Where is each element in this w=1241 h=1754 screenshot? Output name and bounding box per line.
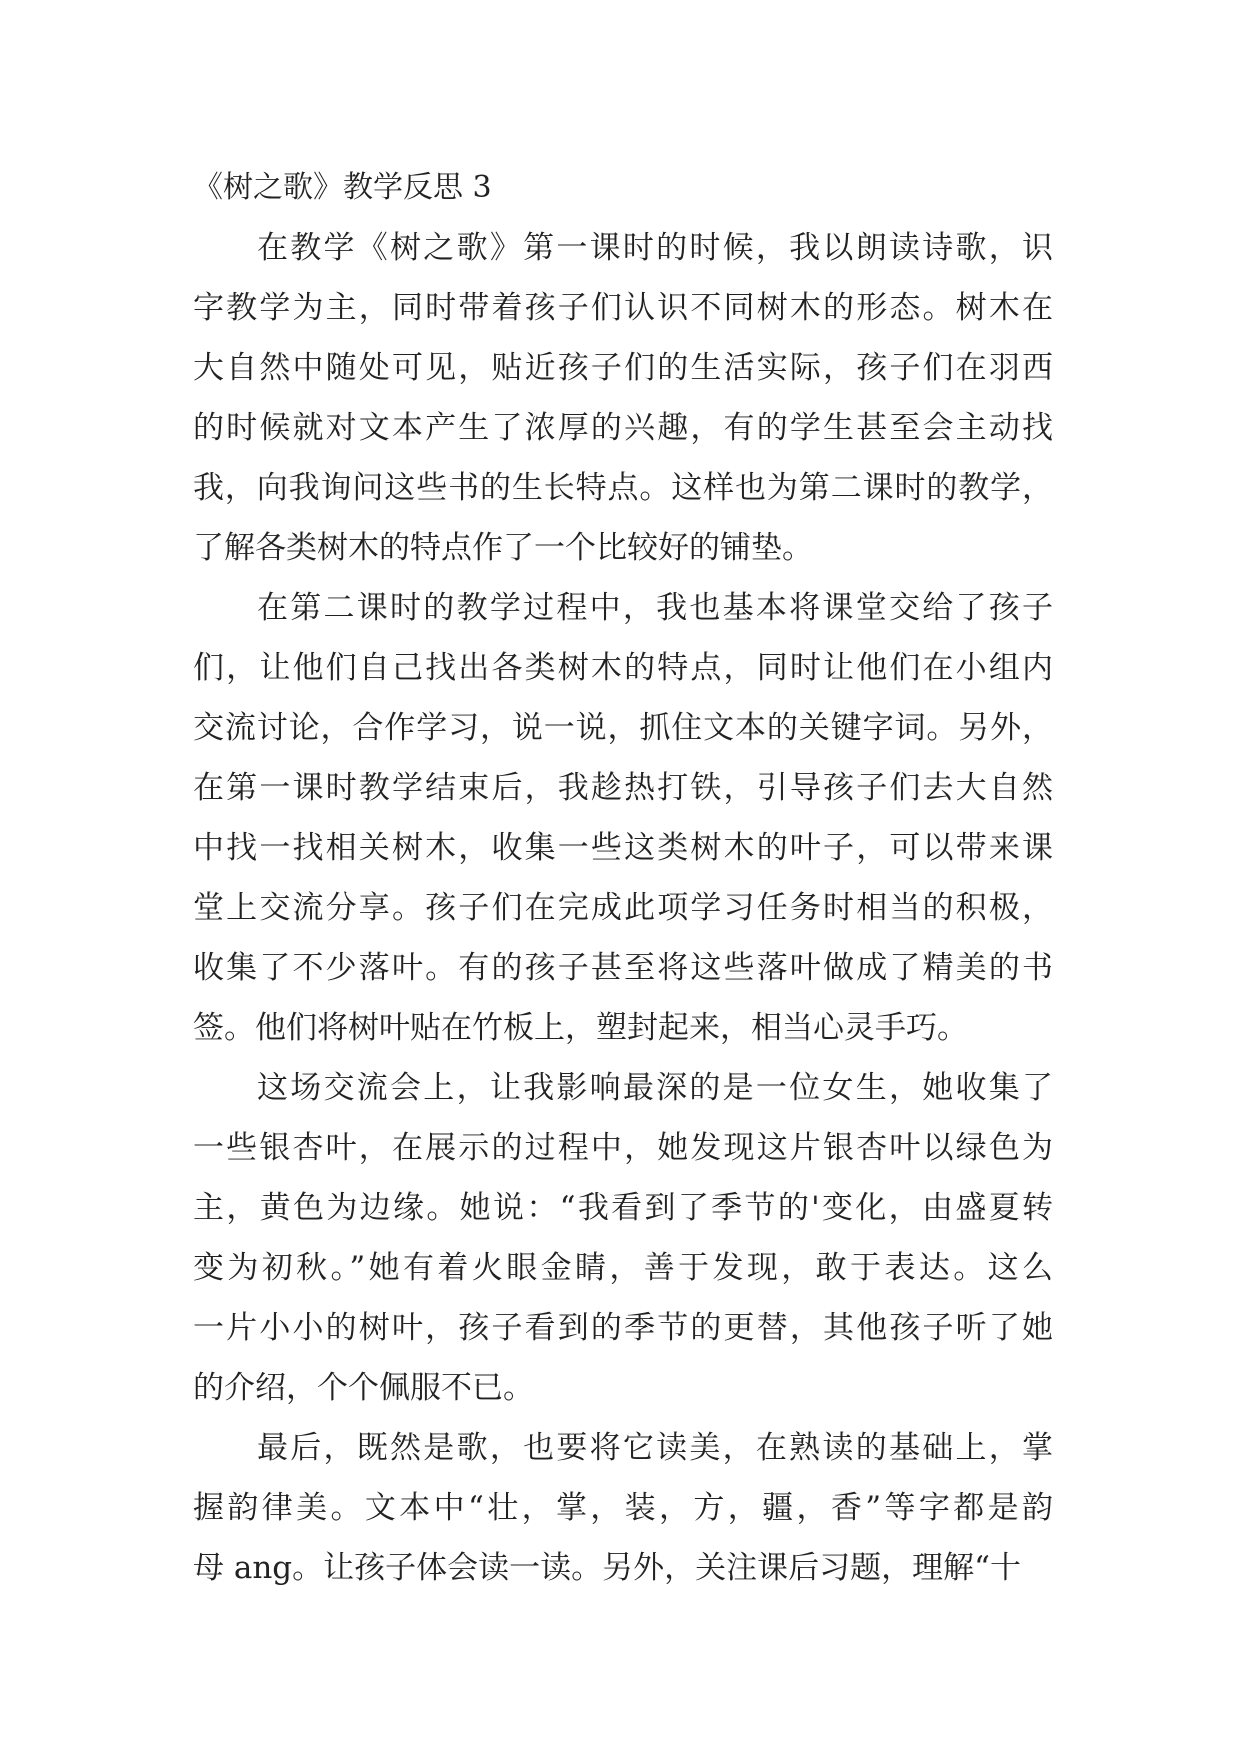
paragraph	[193, 218, 1053, 578]
paragraph-line: 的时候就对文本产生了浓厚的兴趣，有的学生甚至会主动找	[193, 410, 1053, 446]
paragraph-line: 在第一课时教学结束后，我趁热打铁，引导孩子们去大自然	[193, 770, 1053, 806]
paragraph-line: 这场交流会上，让我影响最深的是一位女生，她收集了	[257, 1070, 1053, 1106]
paragraph-line: 最后，既然是歌，也要将它读美，在熟读的基础上，掌	[257, 1430, 1053, 1466]
paragraph-line: 我，向我询问这些书的生长特点。这样也为第二课时的教学，	[193, 470, 1053, 506]
paragraph-line: 在第二课时的教学过程中，我也基本将课堂交给了孩子	[257, 590, 1053, 626]
paragraph-line: 一些银杏叶，在展示的过程中，她发现这片银杏叶以绿色为	[193, 1130, 1053, 1166]
document-page	[193, 158, 1053, 1598]
paragraph-line: 交流讨论，合作学习，说一说，抓住文本的关键字词。另外，	[193, 710, 1053, 746]
paragraph-line: 大自然中随处可见，贴近孩子们的生活实际，孩子们在羽西	[193, 350, 1053, 386]
paragraph-line: 堂上交流分享。孩子们在完成此项学习任务时相当的积极，	[193, 890, 1053, 926]
paragraph-line: 收集了不少落叶。有的孩子甚至将这些落叶做成了精美的书	[193, 950, 1053, 986]
paragraph-line: 了解各类树木的特点作了一个比较好的铺垫。	[193, 530, 813, 566]
paragraph-line: 变为初秋。”她有着火眼金睛，善于发现，敢于表达。这么	[193, 1250, 1053, 1286]
paragraph-line: 握韵律美。文本中“壮，掌，装，方，疆，香”等字都是韵	[193, 1490, 1053, 1526]
document-title: 《树之歌》教学反思 3	[193, 170, 492, 205]
paragraph	[193, 1058, 1053, 1418]
paragraph-line: 主，黄色为边缘。她说：“我看到了季节的'变化，由盛夏转	[193, 1190, 1053, 1226]
paragraph-line: 中找一找相关树木，收集一些这类树木的叶子，可以带来课	[193, 830, 1053, 866]
paragraph-line: 们，让他们自己找出各类树木的特点，同时让他们在小组内	[193, 650, 1053, 686]
paragraph	[193, 578, 1053, 1058]
paragraph-line: 在教学《树之歌》第一课时的时候，我以朗读诗歌，识	[257, 230, 1053, 266]
paragraph-line: 字教学为主，同时带着孩子们认识不同树木的形态。树木在	[193, 290, 1053, 326]
paragraph-line: 母 ang。让孩子体会读一读。另外，关注课后习题，理解“十	[193, 1550, 1021, 1586]
paragraph-line: 的介绍，个个佩服不已。	[193, 1370, 534, 1406]
paragraph	[193, 1418, 1053, 1598]
paragraph-line: 一片小小的树叶，孩子看到的季节的更替，其他孩子听了她	[193, 1310, 1053, 1346]
document-body	[193, 218, 1053, 1598]
paragraph-line: 签。他们将树叶贴在竹板上，塑封起来，相当心灵手巧。	[193, 1010, 968, 1046]
